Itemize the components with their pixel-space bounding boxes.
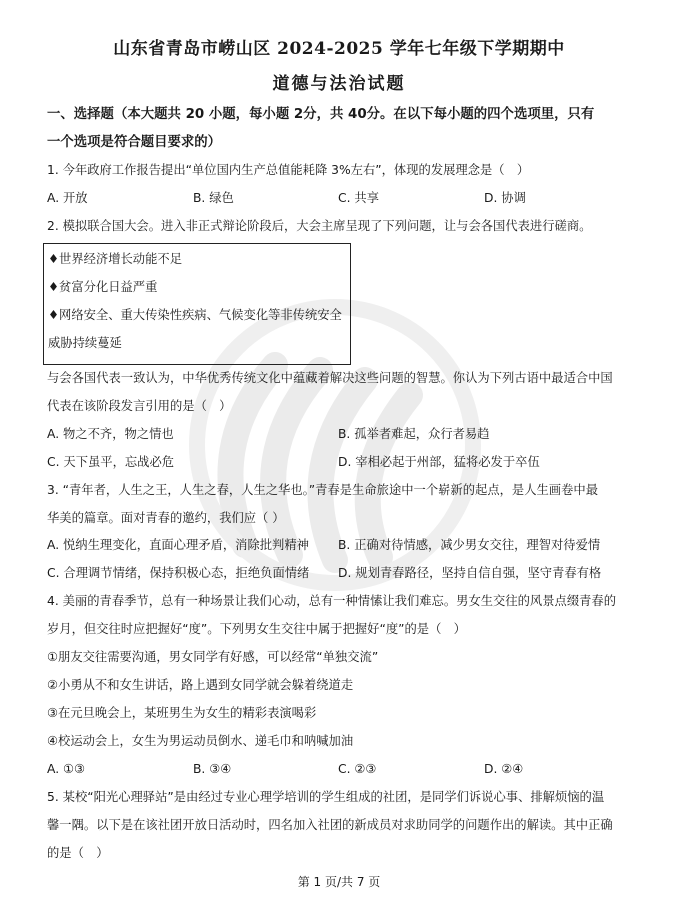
q1-option-c: C. 共享 bbox=[338, 191, 379, 205]
question-2-followup-cont: 代表在该阶段发言引用的是（ ） bbox=[47, 399, 232, 413]
q3-option-c: C. 合理调节情绪，保持积极心态，拒绝负面情绪 bbox=[47, 566, 310, 580]
question-2-stem: 2. 模拟联合国大会。进入非正式辩论阶段后，大会主席呈现了下列问题，让与会各国代表进行磋商。 bbox=[47, 219, 592, 233]
q2-option-a: A. 物之不齐，物之情也 bbox=[47, 427, 174, 441]
question-4-stem: 4. 美丽的青春季节，总有一种场景让我们心动，总有一种情愫让我们难忘。男女生交往的风景点缀青春的 bbox=[47, 594, 617, 608]
question-2-followup: 与会各国代表一致认为，中华优秀传统文化中蕴藏着解决这些问题的智慧。你认为下列古语中最适合中国 bbox=[47, 371, 613, 385]
question-1-stem: 1. 今年政府工作报告提出“单位国内生产总值能耗降 3%左右”，体现的发展理念是（ ） bbox=[47, 163, 530, 177]
q3-option-d: D. 规划青春路径，坚持自信自强，坚守青春有格 bbox=[338, 566, 602, 580]
question-5-stem-cont: 馨一隅。以下是在该社团开放日活动时，四名加入社团的新成员对求助同学的问题作出的解读。其中正确 bbox=[47, 818, 613, 832]
q2-option-b: B. 孤举者难起，众行者易趋 bbox=[338, 427, 490, 441]
section-heading-cont: 一个选项是符合题目要求的） bbox=[47, 135, 222, 150]
q1-option-d: D. 协调 bbox=[484, 191, 526, 205]
q4-option-a: A. ①③ bbox=[47, 762, 86, 776]
question-5-stem: 5. 某校“阳光心理驿站”是由经过专业心理学培训的学生组成的社团，是同学们诉说心事、排解烦恼的温 bbox=[47, 790, 605, 804]
q3-option-b: B. 正确对待情感，减少男女交往，理智对待爱情 bbox=[338, 538, 601, 552]
issue-item-cont: 威胁持续蔓延 bbox=[48, 336, 122, 350]
q4-item-3: ③在元旦晚会上，某班男生为女生的精彩表演喝彩 bbox=[47, 706, 317, 720]
q4-option-d: D. ②④ bbox=[484, 762, 524, 776]
exam-title: 山东省青岛市崂山区 2024-2025 学年七年级下学期期中 bbox=[113, 39, 565, 59]
q2-option-d: D. 宰相必起于州部，猛将必发于卒伍 bbox=[338, 455, 540, 469]
question-3-stem-cont: 华美的篇章。面对青春的邀约，我们应（ ） bbox=[47, 511, 285, 525]
question-3-stem: 3. “青年者，人生之王，人生之春，人生之华也。”青春是生命旅途中一个崭新的起点，是人生画卷中最 bbox=[47, 483, 599, 497]
q4-item-4: ④校运动会上，女生为男运动员倒水、递毛巾和呐喊加油 bbox=[47, 734, 354, 748]
q3-option-a: A. 悦纳生理变化，直面心理矛盾，消除批判精神 bbox=[47, 538, 309, 552]
question-4-stem-cont: 岁月，但交往时应把握好“度”。下列男女生交往中属于把握好“度”的是（ ） bbox=[47, 622, 466, 636]
q2-option-c: C. 天下虽平，忘战必危 bbox=[47, 455, 175, 469]
q4-option-b: B. ③④ bbox=[193, 762, 232, 776]
q4-option-c: C. ②③ bbox=[338, 762, 377, 776]
exam-subtitle: 道德与法治试题 bbox=[272, 74, 406, 94]
q1-option-b: B. 绿色 bbox=[193, 191, 234, 205]
q1-option-a: A. 开放 bbox=[47, 191, 88, 205]
issue-item: ♦网络安全、重大传染性疾病、气候变化等非传统安全 bbox=[48, 308, 342, 322]
question-5-stem-end: 的是（ ） bbox=[47, 846, 109, 860]
issue-item: ♦贫富分化日益严重 bbox=[48, 280, 158, 294]
q4-item-1: ①朋友交往需要沟通，男女同学有好感，可以经常“单独交流” bbox=[47, 650, 379, 664]
section-heading: 一、选择题（本大题共 20 小题，每小题 2分，共 40分。在以下每小题的四个选项里，只有 bbox=[47, 107, 595, 122]
page-number: 第 1 页/共 7 页 bbox=[297, 875, 381, 889]
issue-item: ♦世界经济增长动能不足 bbox=[48, 252, 182, 266]
q4-item-2: ②小勇从不和女生讲话，路上遇到女同学就会躲着绕道走 bbox=[47, 678, 354, 692]
issue-box bbox=[43, 243, 351, 365]
